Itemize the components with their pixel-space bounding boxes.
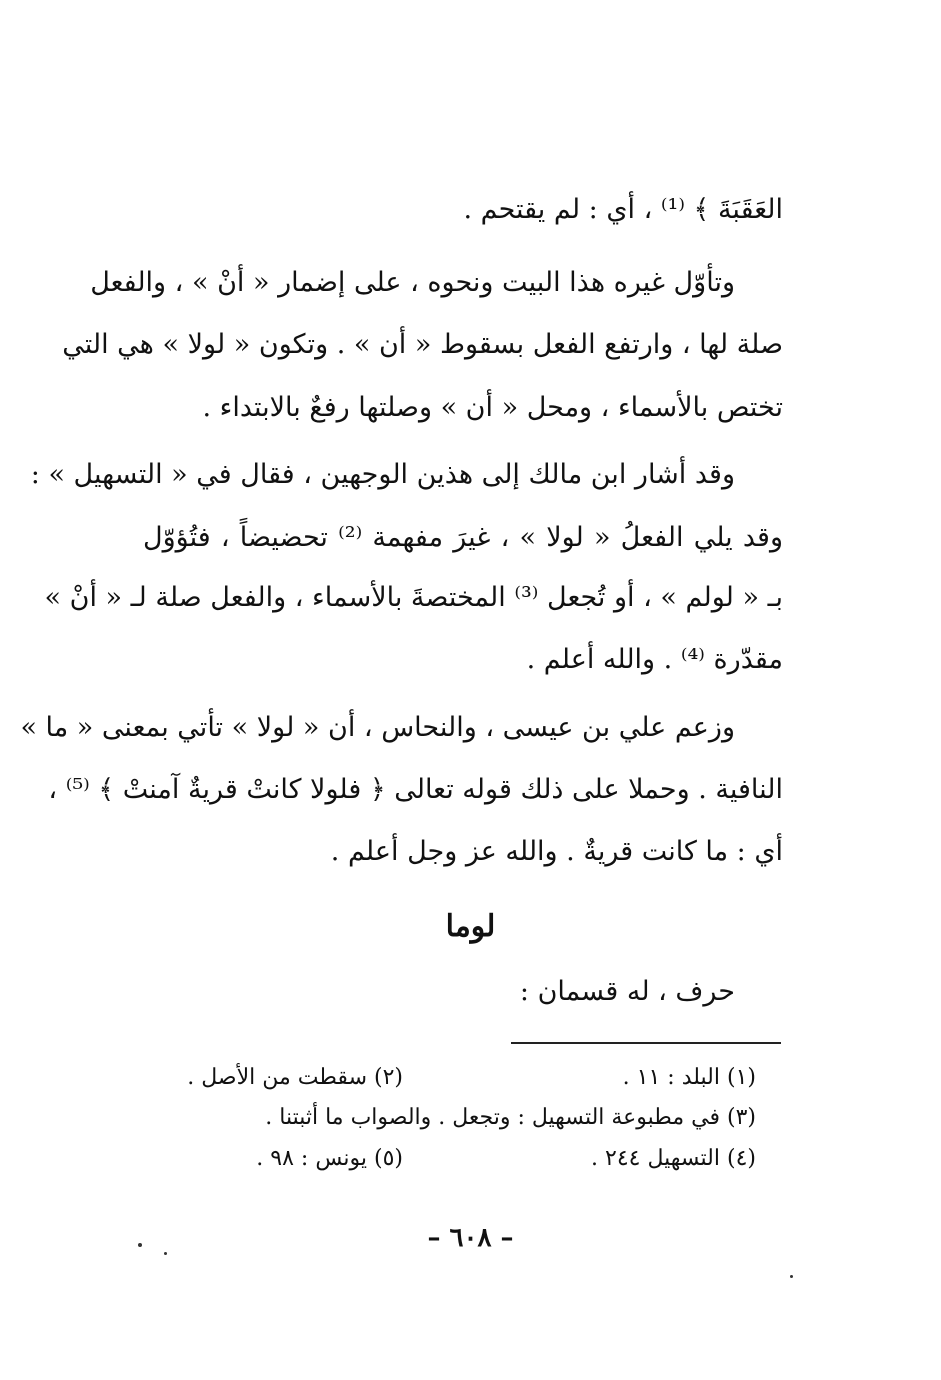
- text-line-9: وزعم علي بن عيسى ، والنحاس ، أن « لولا » تأتي بمعنى « ما »: [20, 712, 735, 743]
- text-line-11: أي : ما كانت قريةٌ . والله عز وجل أعلم .: [330, 836, 783, 867]
- footnote-3: (٣) في مطبوعة التسهيل : وتجعل . والصواب ما أثبتنا .: [265, 1105, 756, 1130]
- text-line-1: العَقَبَةَ ﴾ ⁽¹⁾ ، أي : لم يقتحم .: [463, 194, 783, 225]
- text-line-3: صلة لها ، وارتفع الفعل بسقوط « أن » . وتكون « لولا » هي التي: [62, 329, 783, 360]
- text-line-8: مقدّرة ⁽⁴⁾ . والله أعلم .: [526, 644, 783, 675]
- footnote-divider: [511, 1042, 781, 1044]
- page-number: – ٦٠٨ –: [427, 1223, 514, 1253]
- text-line-5: وقد أشار ابن مالك إلى هذين الوجهين ، فقال في « التسهيل » :: [30, 459, 735, 490]
- text-line-10: النافية . وحملا على ذلك قوله تعالى ﴿ فلولا كانتْ قريةٌ آمنتْ ﴾ ⁽⁵⁾ ،: [48, 774, 783, 805]
- text-line-6: وقد يلي الفعلُ « لولا » ، غيرَ مفهمة ⁽²⁾ تحضيضاً ، فتُؤوّل: [143, 522, 783, 553]
- scan-speck: [790, 1275, 793, 1278]
- footnote-4: (٤) التسهيل ٢٤٤ .: [591, 1146, 756, 1171]
- section-heading: لوما: [445, 909, 496, 944]
- footnote-1: (١) البلد : ١١ .: [622, 1065, 756, 1090]
- text-line-2: وتأوّل غيره هذا البيت ونحوه ، على إضمار « أنْ » ، والفعل: [90, 267, 735, 298]
- text-line-4: تختص بالأسماء ، ومحل « أن » وصلتها رفعٌ بالابتداء .: [202, 392, 783, 423]
- text-line-7: بـ « لولم » ، أو تُجعل ⁽³⁾ المختصةَ بالأسماء ، والفعل صلة لـ « أنْ »: [44, 582, 783, 613]
- scan-speck: [164, 1252, 167, 1255]
- scan-speck: [138, 1243, 142, 1247]
- section-intro: حرف ، له قسمان :: [519, 976, 735, 1007]
- footnote-5: (٥) يونس : ٩٨ .: [256, 1146, 403, 1171]
- footnote-2: (٢) سقطت من الأصل .: [187, 1065, 403, 1090]
